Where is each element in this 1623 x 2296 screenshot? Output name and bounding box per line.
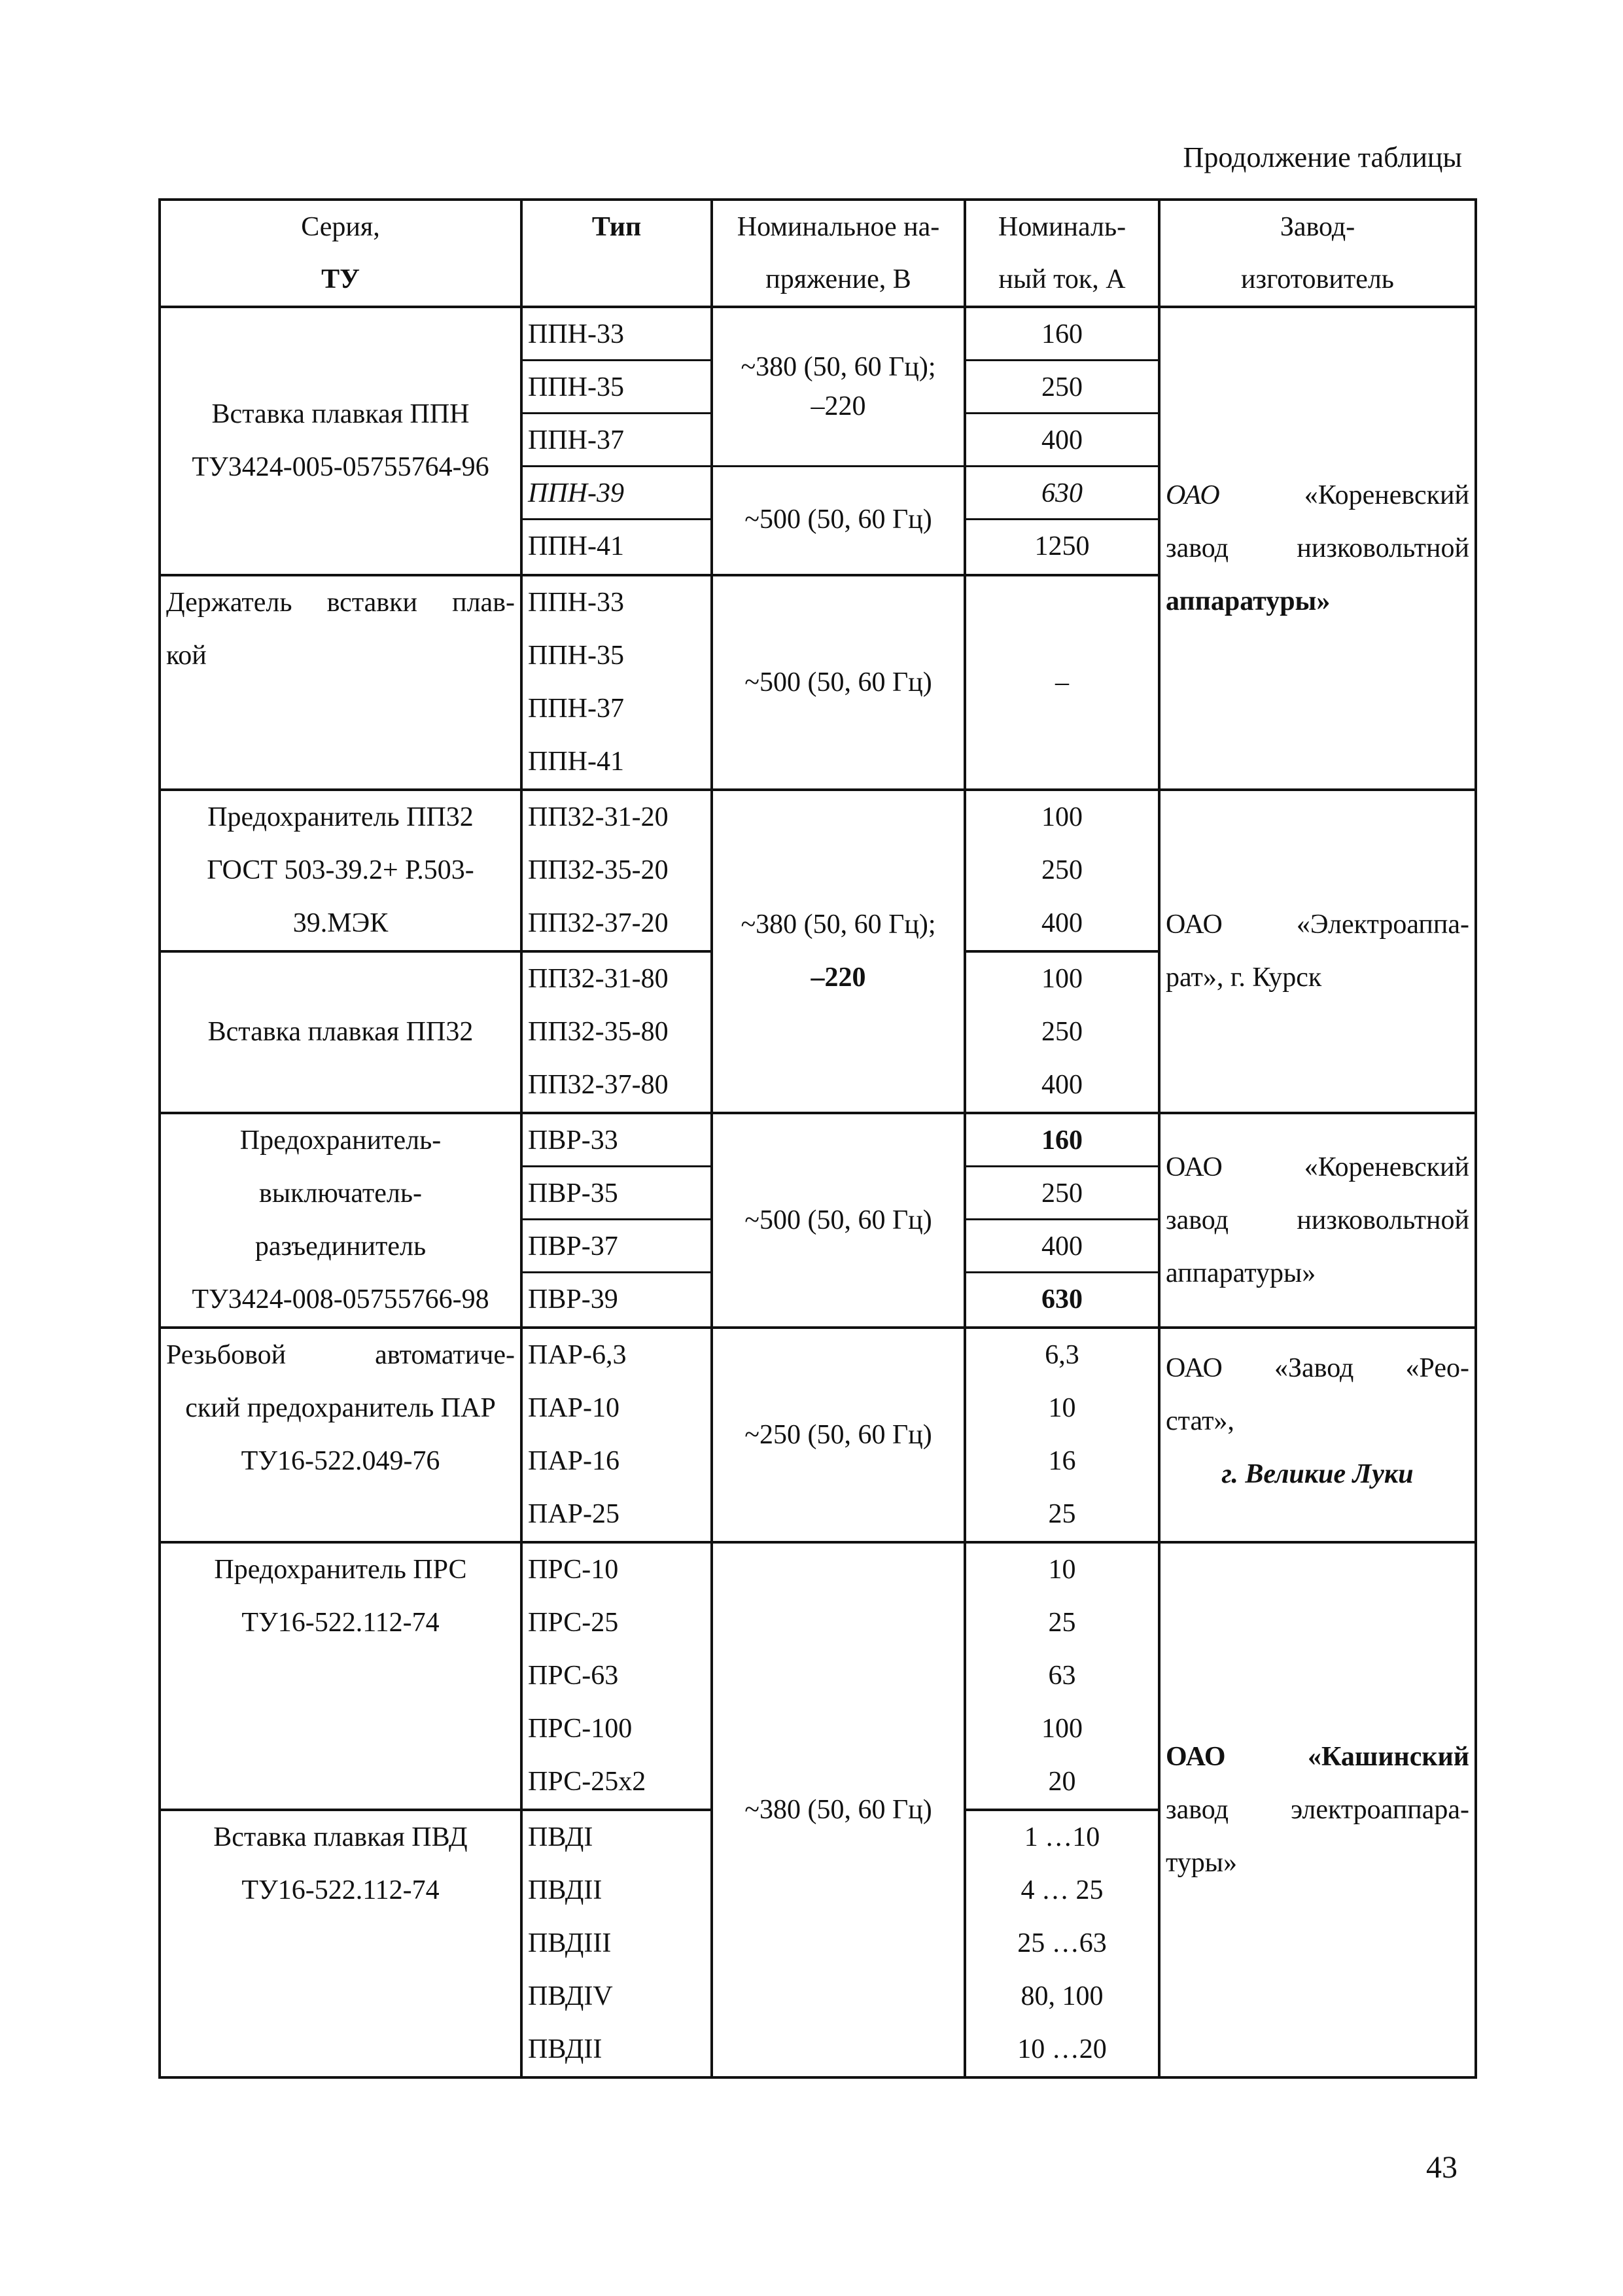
table-row bbox=[160, 1542, 1476, 1810]
voltage-value: ~500 (50, 60 Гц) bbox=[744, 504, 932, 535]
voltage-cell: ~380 (50, 60 Гц); –220 bbox=[712, 790, 965, 1113]
voltage-value: ~380 (50, 60 Гц); bbox=[741, 352, 936, 382]
type-cell: ПАР-6,3 ПАР-10 ПАР-16 ПАР-25 bbox=[521, 1328, 712, 1542]
voltage-cell: ~380 (50, 60 Гц) bbox=[712, 1542, 965, 2077]
maker-cell: ОАО «Кореневский завод низковольтной аппаратуры» bbox=[1159, 1113, 1476, 1328]
current-cell: 10 25 63 100 20 bbox=[965, 1542, 1159, 1810]
type-cell: ПП32-31-20 ПП32-35-20 ПП32-37-20 bbox=[521, 790, 712, 951]
series-cell: Предохранитель- выключатель- разъединитель ТУ3424-008-05755766-98 bbox=[160, 1113, 521, 1328]
series-cell: Держатель вставки плав- кой bbox=[160, 575, 521, 790]
type-cell: ПРС-10 ПРС-25 ПРС-63 ПРС-100 ПРС-25х2 bbox=[521, 1542, 712, 1810]
maker-cell: ОАО «Кашинский завод электроаппара- туры» bbox=[1159, 1542, 1476, 2077]
page-number: 43 bbox=[1426, 2150, 1457, 2185]
header-maker: Завод- изготовитель bbox=[1159, 200, 1476, 307]
type-cell: ПВДI ПВДII ПВДIII ПВДIV ПВДII bbox=[521, 1810, 712, 2077]
header-row bbox=[160, 200, 1476, 307]
fuse-table bbox=[158, 198, 1477, 2079]
type-cell: ПП32-31-80 ПП32-35-80 ПП32-37-80 bbox=[521, 951, 712, 1113]
series-cell: Вставка плавкая ПВД ТУ16-522.112-74 bbox=[160, 1810, 521, 2077]
table-row bbox=[160, 307, 1476, 575]
header-series: Серия, ТУ bbox=[160, 200, 521, 307]
voltage-cell: ~500 (50, 60 Гц) bbox=[712, 575, 965, 790]
voltage-cell: ~250 (50, 60 Гц) bbox=[712, 1328, 965, 1542]
current-cell: – bbox=[965, 575, 1159, 790]
current-cell: 1 …10 4 … 25 25 …63 80, 100 10 …20 bbox=[965, 1810, 1159, 2077]
current-cell: 100 250 400 bbox=[965, 951, 1159, 1113]
series-cell: Предохранитель ПРС ТУ16-522.112-74 bbox=[160, 1542, 521, 1810]
type-cell: ПВР-33 ПВР-35 ПВР-37 ПВР-39 bbox=[521, 1113, 712, 1328]
voltage-value: –220 bbox=[811, 391, 866, 421]
current-cell: 100 250 400 bbox=[965, 790, 1159, 951]
table-row bbox=[160, 790, 1476, 951]
current-cell: 6,3 10 16 25 bbox=[965, 1328, 1159, 1542]
series-cell: Вставка плавкая ППН ТУ3424-005-05755764-96 bbox=[160, 307, 521, 575]
current-cell: 160 250 400 630 bbox=[965, 1113, 1159, 1328]
maker-cell: ОАО «Завод «Рео- стат», г. Великие Луки bbox=[1159, 1328, 1476, 1542]
voltage-cell bbox=[712, 307, 965, 575]
type-cell: ППН-33 ППН-35 ППН-37 ППН-39 ППН-41 bbox=[521, 307, 712, 575]
table-row bbox=[160, 1113, 1476, 1328]
voltage-cell: ~500 (50, 60 Гц) bbox=[712, 1113, 965, 1328]
series-cell: Предохранитель ПП32 ГОСТ 503-39.2+ Р.503- 39.МЭК bbox=[160, 790, 521, 951]
table-caption: Продолжение таблицы bbox=[1183, 141, 1462, 173]
table-row bbox=[160, 1328, 1476, 1542]
type-cell: ППН-33 ППН-35 ППН-37 ППН-41 bbox=[521, 575, 712, 790]
series-cell: Вставка плавкая ПП32 bbox=[160, 951, 521, 1113]
maker-cell: ОАО «Кореневский завод низковольтной аппаратуры» bbox=[1159, 307, 1476, 790]
current-cell: 160 250 400 630 1250 bbox=[965, 307, 1159, 575]
header-current: Номиналь- ный ток, А bbox=[965, 200, 1159, 307]
series-cell: Резьбовой автоматиче- ский предохранитель ПАР ТУ16-522.049-76 bbox=[160, 1328, 521, 1542]
header-type: Тип bbox=[521, 200, 712, 307]
maker-cell: ОАО «Электроаппа- рат», г. Курск bbox=[1159, 790, 1476, 1113]
header-voltage: Номинальное на- пряжение, В bbox=[712, 200, 965, 307]
